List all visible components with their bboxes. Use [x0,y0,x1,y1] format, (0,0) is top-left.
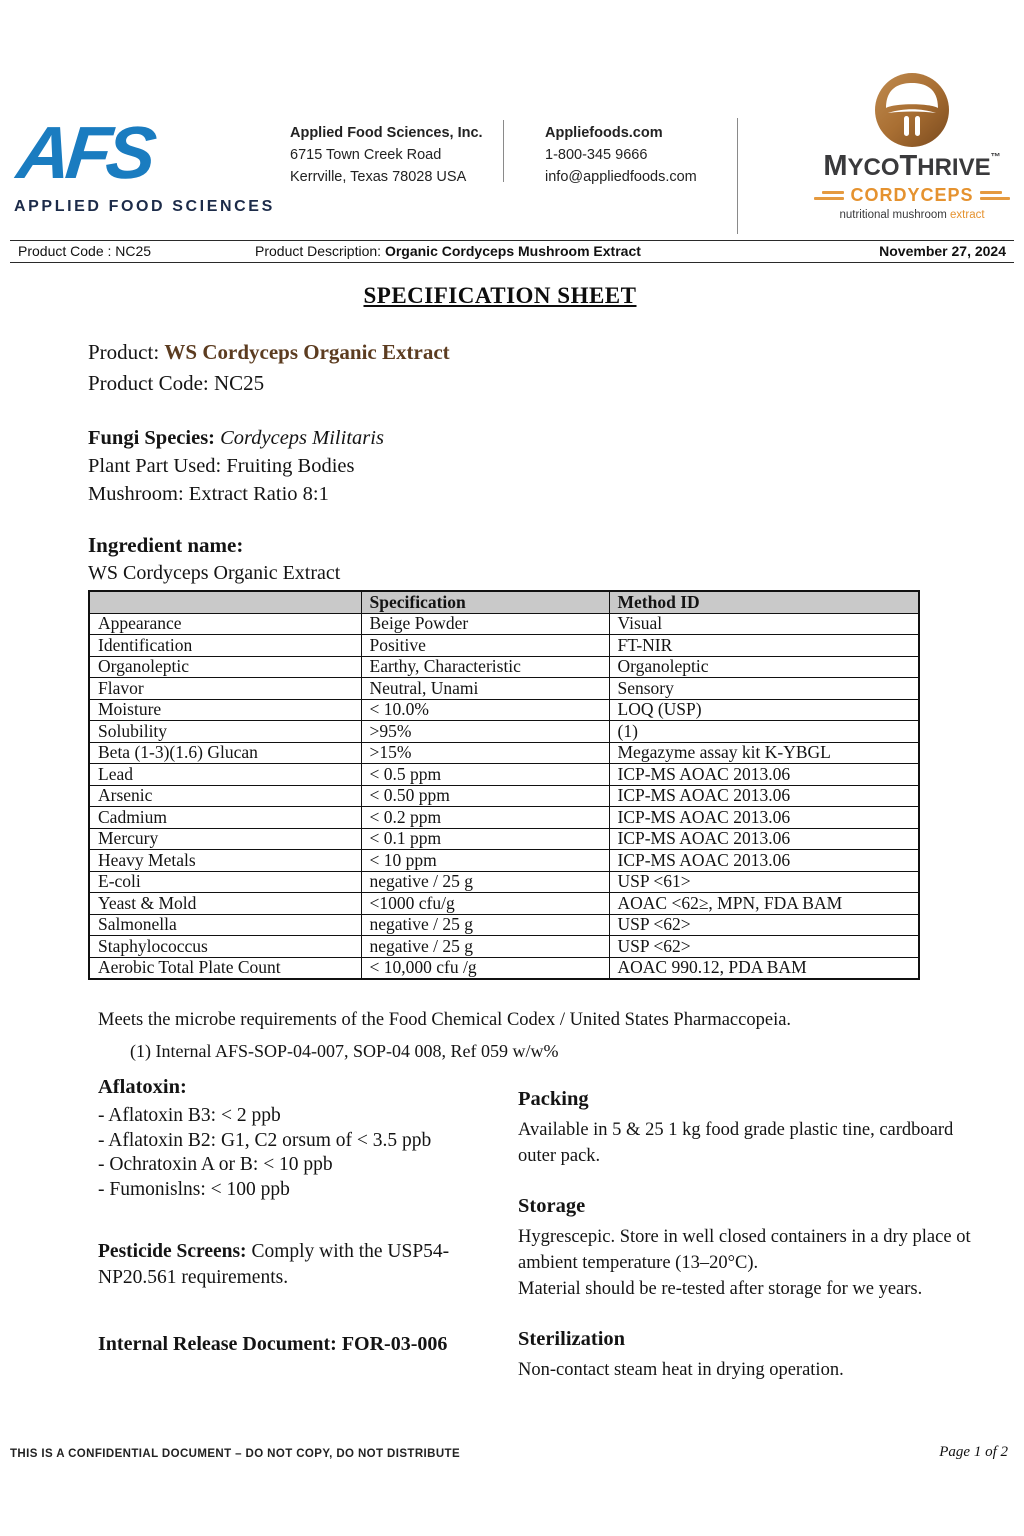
table-cell: Staphylococcus [89,936,361,958]
microbe-note: Meets the microbe requirements of the Food Chemical Codex / United States Pharmaccopeia. [98,1010,792,1030]
table-cell: negative / 25 g [361,914,609,936]
wordmark-part: YCO [847,154,900,181]
table-cell: negative / 25 g [361,871,609,893]
table-cell: < 10 ppm [361,850,609,872]
trademark-symbol: ™ [990,152,1001,163]
table-row [89,613,919,635]
table-row [89,936,919,958]
pesticide-paragraph [98,1239,490,1291]
table-cell: USP <62> [609,936,919,958]
table-row [89,785,919,807]
company-website: Appliefoods.com [545,125,663,141]
banner-lines-left [814,191,844,200]
wordmark-part: HRIVE [917,154,991,181]
document-date: November 27, 2024 [879,243,1006,259]
extract-ratio-line: Mushroom: Extract Ratio 8:1 [88,483,329,505]
table-cell: Positive [361,635,609,657]
table-cell: Appearance [89,613,361,635]
table-cell: Earthy, Characteristic [361,656,609,678]
table-cell: Organoleptic [89,656,361,678]
table-cell: Mercury [89,828,361,850]
table-row [89,635,919,657]
table-cell: FT-NIR [609,635,919,657]
table-cell: ICP-MS AOAC 2013.06 [609,807,919,829]
table-cell: ICP-MS AOAC 2013.06 [609,764,919,786]
aflatoxin-item: - Aflatoxin B2: G1, C2 orsum of < 3.5 ppb [98,1129,432,1151]
spec-table-header-cell: Specification [361,591,609,613]
cordyceps-label: CORDYCEPS [850,185,974,205]
table-cell: <1000 cfu/g [361,893,609,915]
table-row [89,914,919,936]
afs-logo-mark: AFS [13,111,156,194]
right-column [518,1088,992,1383]
mushroom-icon [872,70,952,150]
spec-table-header-cell [89,591,361,613]
contact-block [545,122,697,188]
table-cell: USP <62> [609,914,919,936]
table-row [89,656,919,678]
table-cell: negative / 25 g [361,936,609,958]
table-cell: LOQ (USP) [609,699,919,721]
table-cell: Neutral, Unami [361,678,609,700]
pesticide-label: Pesticide Screens: [98,1241,252,1262]
table-cell: Cadmium [89,807,361,829]
table-row [89,678,919,700]
aflatoxin-heading: Aflatoxin: [98,1076,187,1098]
product-description-value: Organic Cordyceps Mushroom Extract [384,243,641,259]
table-cell: E-coli [89,871,361,893]
table-cell: Salmonella [89,914,361,936]
afs-logo [13,111,275,216]
table-row [89,764,919,786]
table-cell: Yeast & Mold [89,893,361,915]
table-cell: ICP-MS AOAC 2013.06 [609,850,919,872]
table-cell: USP <61> [609,871,919,893]
table-cell: Aerobic Total Plate Count [89,957,361,979]
ingredient-heading: Ingredient name: [88,533,244,557]
table-cell: Lead [89,764,361,786]
spec-table [88,590,920,980]
table-cell: Moisture [89,699,361,721]
table-cell: Organoleptic [609,656,919,678]
table-row [89,828,919,850]
table-row [89,871,919,893]
table-row [89,721,919,743]
spec-table-header-row [89,591,919,613]
table-row [89,807,919,829]
storage-text-1: Hygrescepic. Store in well closed containers in a dry place ot ambient temperature (13–20°C). [518,1227,971,1273]
mycothrive-logo [806,70,1018,221]
wordmark-part: M [823,150,848,182]
afs-logo-subtext: APPLIED FOOD SCIENCES [14,198,275,215]
table-cell: AOAC 990.12, PDA BAM [609,957,919,979]
ingredient-name: WS Cordyceps Organic Extract [88,562,341,584]
header-divider-1 [503,120,504,182]
confidential-notice: THIS IS A CONFIDENTIAL DOCUMENT – DO NOT COPY, DO NOT DISTRIBUTE [10,1448,461,1460]
table-cell: < 0.2 ppm [361,807,609,829]
product-code-line: Product Code: NC25 [88,371,265,395]
product-info-bar [10,240,1014,263]
aflatoxin-item: - Ochratoxin A or B: < 10 ppb [98,1154,333,1175]
product-name: WS Cordyceps Organic Extract [164,340,450,364]
banner-lines-right [980,191,1010,200]
table-row [89,893,919,915]
aflatoxin-item: - Fumonislns: < 100 ppb [98,1178,290,1200]
table-cell: Megazyme assay kit K-YBGL [609,742,919,764]
tagline-text: nutritional mushroom [839,209,951,221]
table-cell: Heavy Metals [89,850,361,872]
fungi-species-line [88,424,384,452]
table-row [89,957,919,979]
company-name: Applied Food Sciences, Inc. [290,125,483,141]
storage-text-2: Material should be re-tested after storage for we years. [518,1279,923,1299]
table-cell: Visual [609,613,919,635]
company-address-line1: 6715 Town Creek Road [290,147,442,163]
fungi-species-label: Fungi Species: [88,427,221,449]
sterilization-text: Non-contact steam heat in drying operation. [518,1360,844,1380]
tagline-accent: extract [950,209,985,221]
company-address-line2: Kerrville, Texas 78028 USA [290,169,467,185]
page-title: SPECIFICATION SHEET [363,283,637,308]
aflatoxin-item: - Aflatoxin B3: < 2 ppb [98,1105,281,1126]
footnote: (1) Internal AFS-SOP-04-007, SOP-04 008, Ref 059 w/w% [130,1041,559,1061]
left-column [98,1076,490,1356]
table-row [89,699,919,721]
table-cell: (1) [609,721,919,743]
table-cell: Solubility [89,721,361,743]
table-cell: >15% [361,742,609,764]
cordyceps-banner [806,185,1018,206]
packing-heading: Packing [518,1088,589,1110]
table-cell: Arsenic [89,785,361,807]
table-cell: AOAC <62≥, MPN, FDA BAM [609,893,919,915]
fungi-info-block [88,424,384,508]
table-cell: < 10.0% [361,699,609,721]
product-code-bar: Product Code : NC25 [18,243,152,259]
table-cell: Flavor [89,678,361,700]
table-row [89,850,919,872]
table-cell: ICP-MS AOAC 2013.06 [609,785,919,807]
fungi-species-value: Cordyceps Militaris [220,427,384,449]
header-divider-2 [737,118,738,234]
product-description-bar [255,243,641,259]
table-cell: < 0.50 ppm [361,785,609,807]
wordmark-part: T [899,150,918,182]
mycothrive-wordmark [806,152,1018,181]
table-cell: Identification [89,635,361,657]
aflatoxin-list [98,1104,490,1202]
internal-release-line: Internal Release Document: FOR-03-006 [98,1333,448,1355]
product-description-label: Product Description: [255,243,385,259]
table-cell: < 0.1 ppm [361,828,609,850]
table-cell: Beige Powder [361,613,609,635]
brand-tagline [806,209,1018,221]
pesticide-text: Comply with the USP54-NP20.561 requirements. [98,1241,450,1288]
packing-text: Available in 5 & 25 1 kg food grade plastic tine, cardboard outer pack. [518,1120,954,1166]
table-cell: < 10,000 cfu /g [361,957,609,979]
company-address-block [290,122,483,188]
company-email: info@appliedfoods.com [545,169,697,185]
table-cell: Sensory [609,678,919,700]
table-cell: ICP-MS AOAC 2013.06 [609,828,919,850]
sterilization-heading: Sterilization [518,1328,626,1350]
table-row [89,742,919,764]
page-number: Page 1 of 2 [939,1444,1008,1460]
product-line [88,340,450,365]
spec-table-header-cell: Method ID [609,591,919,613]
plant-part-line: Plant Part Used: Fruiting Bodies [88,455,355,477]
company-phone: 1-800-345 9666 [545,147,648,163]
table-cell: < 0.5 ppm [361,764,609,786]
storage-heading: Storage [518,1195,586,1217]
product-label: Product: [88,340,165,364]
table-cell: Beta (1-3)(1.6) Glucan [89,742,361,764]
table-cell: >95% [361,721,609,743]
